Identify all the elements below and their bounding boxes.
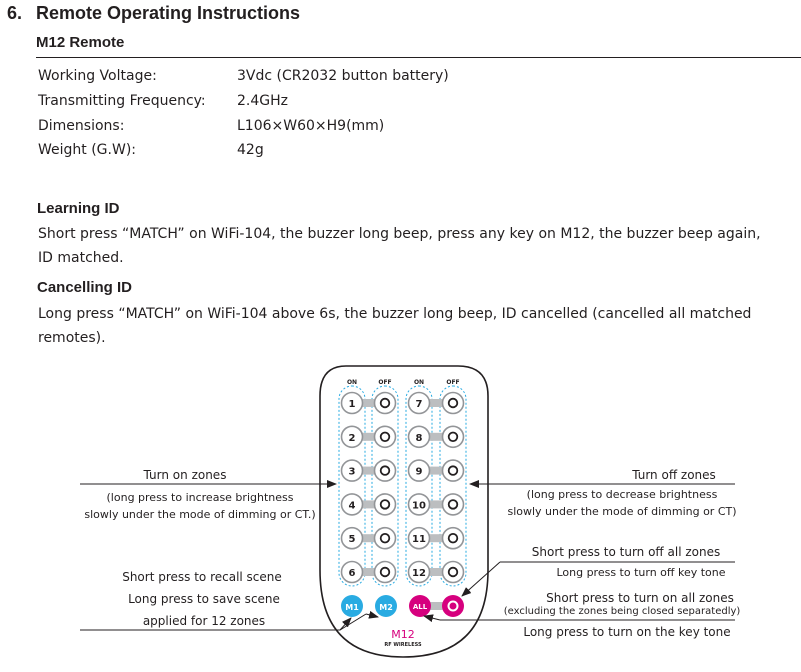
zone-5-on-button-label: 5 bbox=[348, 534, 356, 546]
turn-off-line-1: (long press to decrease brightness bbox=[526, 488, 718, 501]
scene-line-3: applied for 12 zones bbox=[142, 614, 266, 628]
zone-4-off-button[interactable] bbox=[375, 494, 396, 515]
zone-7-off-button[interactable] bbox=[443, 393, 464, 414]
zone-3-off-button[interactable] bbox=[375, 460, 396, 481]
all-on-line-2: (excluding the zones being closed separatedly) bbox=[503, 606, 741, 617]
all-off-line-2: Long press to turn off key tone bbox=[556, 566, 726, 579]
scene-line-2: Long press to save scene bbox=[128, 592, 280, 606]
spec-value-voltage: 3Vdc (CR2032 button battery) bbox=[237, 68, 449, 84]
spec-label-voltage: Working Voltage: bbox=[38, 68, 157, 84]
all-off-line-1: Short press to turn off all zones bbox=[531, 545, 721, 559]
col-label-off-left: OFF bbox=[378, 379, 392, 386]
scene-button-m1-label: M1 bbox=[345, 603, 359, 612]
spec-label-weight: Weight (G.W): bbox=[38, 142, 137, 158]
zone-6-off-button[interactable] bbox=[375, 562, 396, 583]
zone-5-off-button[interactable] bbox=[375, 528, 396, 549]
learning-line-1: Short press “MATCH” on WiFi-104, the buzzer long beep, press any key on M12, the buzzer beep again, bbox=[38, 226, 761, 242]
turn-on-line-1: (long press to increase brightness bbox=[106, 491, 294, 504]
turn-off-title: Turn off zones bbox=[632, 468, 716, 482]
cancelling-heading: Cancelling ID bbox=[37, 279, 133, 296]
all-on-button-label: ALL bbox=[412, 603, 428, 611]
brand-label: RF WIRELESS bbox=[384, 642, 422, 648]
model-label: M12 bbox=[391, 628, 415, 641]
zone-2-off-button[interactable] bbox=[375, 426, 396, 447]
turn-on-line-2: slowly under the mode of dimming or CT.) bbox=[84, 508, 316, 521]
zone-2-on-button-label: 2 bbox=[348, 432, 356, 444]
spec-value-dimensions: L106×W60×H9(mm) bbox=[237, 118, 385, 134]
zone-12-on-button-label: 12 bbox=[412, 568, 426, 579]
product-title: M12 Remote bbox=[36, 34, 125, 51]
col-label-on-right: ON bbox=[413, 379, 425, 386]
zone-12-off-button[interactable] bbox=[443, 562, 464, 583]
zone-9-off-button[interactable] bbox=[443, 460, 464, 481]
spec-label-frequency: Transmitting Frequency: bbox=[38, 93, 206, 109]
cancelling-line-1: Long press “MATCH” on WiFi-104 above 6s, the buzzer long beep, ID cancelled (cancelled all matched bbox=[38, 306, 752, 322]
all-on-line-3: Long press to turn on the key tone bbox=[523, 625, 731, 639]
scene-button-m2-label: M2 bbox=[379, 603, 393, 612]
spec-value-frequency: 2.4GHz bbox=[237, 93, 288, 109]
zone-1-off-button[interactable] bbox=[375, 393, 396, 414]
zone-4-on-button-label: 4 bbox=[348, 500, 356, 512]
section-number: 6. bbox=[7, 3, 23, 23]
learning-heading: Learning ID bbox=[37, 200, 120, 217]
zone-9-on-button-label: 9 bbox=[415, 466, 423, 478]
zone-11-on-button-label: 11 bbox=[412, 534, 426, 546]
zone-1-on-button-label: 1 bbox=[348, 399, 356, 410]
col-label-off-right: OFF bbox=[446, 379, 460, 386]
all-on-line-1: Short press to turn on all zones bbox=[546, 591, 734, 605]
all-off-button bbox=[442, 595, 464, 617]
zone-7-on-button-label: 7 bbox=[415, 399, 423, 410]
learning-line-2: ID matched. bbox=[38, 250, 124, 266]
scene-line-1: Short press to recall scene bbox=[122, 570, 282, 584]
zone-8-on-button-label: 8 bbox=[415, 432, 423, 444]
spec-value-weight: 42g bbox=[237, 142, 264, 158]
turn-on-title: Turn on zones bbox=[143, 468, 227, 482]
col-label-on-left: ON bbox=[346, 379, 358, 386]
section-title: Remote Operating Instructions bbox=[36, 3, 301, 23]
zone-3-on-button-label: 3 bbox=[348, 466, 356, 478]
zone-10-off-button[interactable] bbox=[443, 494, 464, 515]
zone-6-on-button-label: 6 bbox=[348, 568, 356, 579]
cancelling-line-2: remotes). bbox=[38, 330, 106, 346]
zone-8-off-button[interactable] bbox=[443, 426, 464, 447]
turn-off-line-2: slowly under the mode of dimming or CT) bbox=[507, 505, 737, 518]
zone-10-on-button-label: 10 bbox=[412, 500, 426, 512]
zone-11-off-button[interactable] bbox=[443, 528, 464, 549]
spec-label-dimensions: Dimensions: bbox=[38, 118, 125, 134]
